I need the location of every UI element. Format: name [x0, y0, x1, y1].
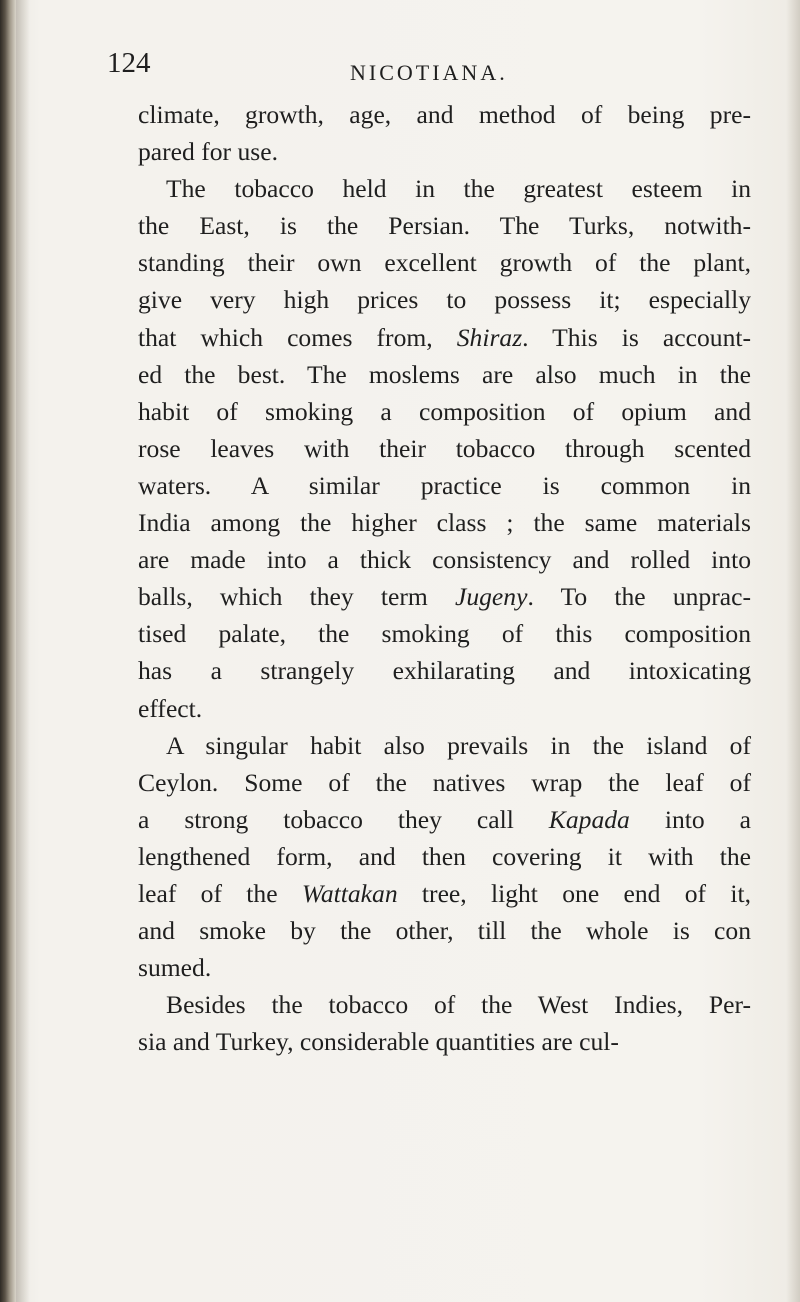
text-segment: tree, light one end of it, — [397, 878, 751, 908]
text-line: and smoke by the other, till the whole is con — [138, 916, 751, 946]
text-segment: that which comes from, — [138, 322, 457, 352]
italic-term: Jugeny — [454, 582, 528, 612]
text-line: ed the best. The moslems are also much in the — [138, 359, 751, 389]
running-head: NICOTIANA. — [350, 60, 508, 85]
italic-term: Shiraz — [456, 322, 523, 352]
text-line: Besides the tobacco of the West Indies, Per- — [166, 990, 751, 1020]
text-line: climate, growth, age, and method of being pre- — [138, 100, 751, 129]
spine-gutter — [16, 0, 30, 1302]
text-line: Ceylon. Some of the natives wrap the leaf of — [138, 767, 751, 797]
text-line: sia and Turkey, considerable quantities are cul- — [138, 1027, 619, 1057]
text-line: tised palate, the smoking of this composition — [138, 619, 751, 649]
body-text — [138, 96, 751, 1060]
text-line: the East, is the Persian. The Turks, notwith- — [138, 211, 751, 241]
text-line: India among the higher class ; the same materials — [138, 508, 751, 538]
text-line — [138, 319, 751, 356]
text-line: waters. A similar practice is common in — [138, 470, 751, 500]
text-line: The tobacco held in the greatest esteem in — [166, 174, 751, 204]
italic-term: Kapada — [548, 804, 630, 834]
page-edge — [786, 0, 800, 1302]
text-segment: a strong tobacco they call — [138, 804, 549, 834]
text-line — [138, 578, 751, 615]
text-line — [138, 801, 751, 838]
text-segment: leaf of the — [138, 878, 302, 908]
italic-term: Wattakan — [301, 878, 398, 908]
text-segment: . This is account- — [522, 322, 751, 352]
text-line — [138, 875, 751, 912]
text-line: A singular habit also prevails in the island of — [166, 730, 751, 760]
text-segment: . To the unprac- — [527, 582, 751, 612]
text-line: give very high prices to possess it; especially — [138, 285, 751, 315]
text-line: effect. — [138, 693, 203, 723]
text-segment: into a — [629, 804, 751, 834]
text-line: rose leaves with their tobacco through scented — [138, 433, 751, 463]
page-number: 124 — [107, 47, 151, 79]
text-line: pared for use. — [138, 137, 278, 167]
text-line: lengthened form, and then covering it with the — [138, 841, 751, 871]
text-line: has a strangely exhilarating and intoxicating — [138, 656, 751, 686]
text-segment: balls, which they term — [138, 582, 455, 612]
text-line: standing their own excellent growth of the plant, — [138, 248, 751, 278]
book-binding-shadow — [0, 0, 16, 1302]
text-line: habit of smoking a composition of opium and — [138, 396, 751, 426]
text-line: sumed. — [138, 953, 212, 983]
text-line: are made into a thick consistency and rolled into — [138, 545, 751, 575]
